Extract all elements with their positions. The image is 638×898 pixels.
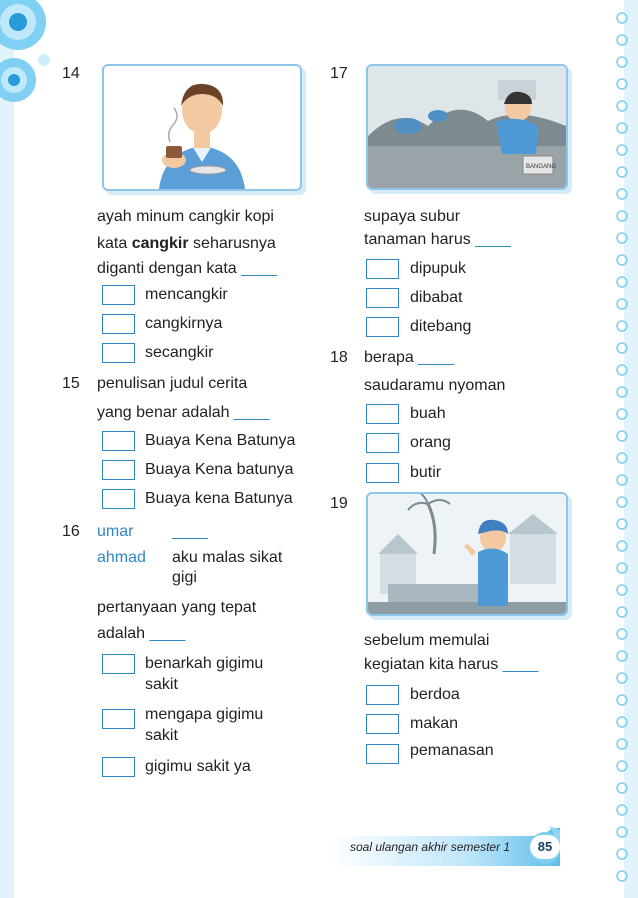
question-14-keyword: cangkir: [131, 235, 189, 252]
question-16-option-b-line1: mengapa gigimu: [145, 706, 264, 723]
question-16-option-c-line1: gigimu sakit ya: [145, 758, 251, 775]
question-17-number: 17: [330, 65, 348, 82]
question-19-option-b-checkbox[interactable]: [366, 714, 399, 734]
question-14-line3-text: diganti dengan kata: [97, 260, 237, 277]
question-19-line2-text: kegiatan kita harus: [364, 656, 499, 673]
question-19-line2: [364, 655, 538, 675]
question-19-option-c-checkbox[interactable]: [366, 744, 399, 764]
question-17-line1: supaya subur: [364, 208, 461, 225]
question-15-option-c-checkbox[interactable]: [102, 489, 135, 509]
question-16-option-b-line2: sakit: [145, 727, 178, 744]
question-16-blank: ____: [149, 625, 186, 642]
question-19-illustration: [366, 492, 568, 616]
question-17-sign-text: BANGANG: [526, 164, 557, 170]
question-14-option-c: secangkir: [145, 344, 214, 361]
question-18-option-a-checkbox[interactable]: [366, 404, 399, 424]
question-18-line1: [364, 348, 454, 368]
question-15-number: 15: [62, 375, 80, 392]
question-17-line2-text: tanaman harus: [364, 231, 471, 248]
question-19-option-b: makan: [410, 715, 459, 732]
question-14-option-a-checkbox[interactable]: [102, 285, 135, 305]
question-18-blank: ____: [418, 349, 454, 366]
boy-gardening-image: [368, 66, 566, 188]
question-14-option-c-checkbox[interactable]: [102, 343, 135, 363]
question-14-option-b: cangkirnya: [145, 315, 223, 332]
question-15-option-c: Buaya kena Batunya: [145, 490, 293, 507]
question-16-line1: pertanyaan yang tepat: [97, 599, 257, 616]
question-16-option-b-checkbox[interactable]: [102, 709, 135, 729]
question-18-line1-text: berapa: [364, 349, 414, 366]
question-15-option-a: Buaya Kena Batunya: [145, 432, 296, 449]
question-19-option-a: berdoa: [410, 686, 460, 703]
question-18-option-b-checkbox[interactable]: [366, 433, 399, 453]
question-16-line2-text: adalah: [97, 625, 146, 642]
question-17-option-a-checkbox[interactable]: [366, 259, 399, 279]
question-16-ahmad-line2: gigi: [172, 569, 197, 586]
question-14-line2-pre: kata: [97, 235, 132, 252]
question-18-option-a: buah: [410, 405, 446, 422]
left-decoration: [0, 0, 60, 898]
question-17-blank: ____: [475, 231, 511, 248]
question-17-option-b: dibabat: [410, 289, 463, 306]
question-19-blank: ____: [502, 656, 539, 673]
man-drinking-coffee-image: [104, 66, 300, 189]
question-16-speaker-umar: umar: [97, 523, 134, 540]
question-19-number: 19: [330, 495, 348, 512]
question-17-option-c: ditebang: [410, 318, 472, 335]
question-16-option-c-checkbox[interactable]: [102, 757, 135, 777]
question-14-option-a: mencangkir: [145, 286, 228, 303]
question-18-option-c: butir: [410, 464, 442, 481]
question-19-line1: sebelum memulai: [364, 632, 490, 649]
question-16-speaker-ahmad: ahmad: [97, 549, 146, 566]
question-14-line2-post: seharusnya: [188, 235, 276, 252]
question-14-line1: ayah minum cangkir kopi: [97, 208, 274, 225]
question-17-option-a: dipupuk: [410, 260, 467, 277]
question-18-number: 18: [330, 349, 348, 366]
question-17-illustration: [366, 64, 568, 190]
question-15-option-b: Buaya Kena batunya: [145, 461, 294, 478]
boy-praying-image: [368, 494, 566, 614]
question-17-option-b-checkbox[interactable]: [366, 288, 399, 308]
question-16-option-a-checkbox[interactable]: [102, 654, 135, 674]
question-15-option-b-checkbox[interactable]: [102, 460, 135, 480]
question-17-line2: [364, 230, 511, 250]
question-15-blank: ____: [234, 404, 270, 421]
footer-label: soal ulangan akhir semester 1: [350, 840, 511, 854]
question-18-option-c-checkbox[interactable]: [366, 463, 399, 483]
question-19-option-c: pemanasan: [410, 742, 494, 759]
question-14-option-b-checkbox[interactable]: [102, 314, 135, 334]
question-16-option-a-line1: benarkah gigimu: [145, 655, 264, 672]
question-14-line2: [97, 234, 276, 254]
question-16-line2: [97, 624, 185, 644]
question-14-number: 14: [62, 65, 80, 82]
question-18-line2: saudaramu nyoman: [364, 377, 506, 394]
question-15-option-a-checkbox[interactable]: [102, 431, 135, 451]
question-15-line1: penulisan judul cerita: [97, 375, 248, 392]
question-14-line3: [97, 259, 277, 279]
question-16-option-a-line2: sakit: [145, 676, 178, 693]
question-14-blank: ____: [241, 260, 277, 277]
page-number: 85: [530, 835, 560, 859]
question-16-number: 16: [62, 523, 80, 540]
question-19-option-a-checkbox[interactable]: [366, 685, 399, 705]
question-14-illustration: [102, 64, 302, 191]
question-17-option-c-checkbox[interactable]: [366, 317, 399, 337]
question-16-ahmad-line1: aku malas sikat: [172, 549, 283, 566]
question-18-option-b: orang: [410, 434, 451, 451]
question-16-umar-blank: ____: [172, 523, 208, 540]
question-15-line2-text: yang benar adalah: [97, 404, 230, 421]
question-15-line2: [97, 403, 270, 423]
right-decoration: [598, 0, 638, 898]
